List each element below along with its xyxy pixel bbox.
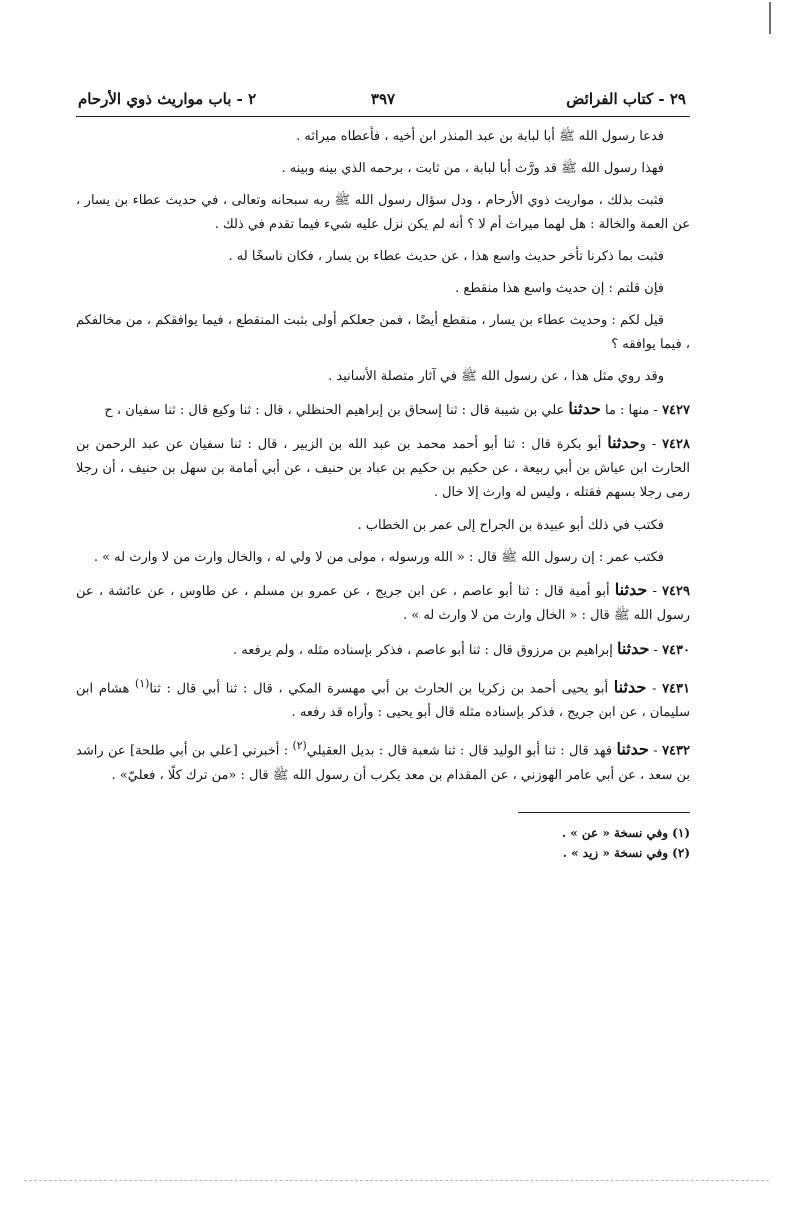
hadith-keyword: حدثنا	[568, 399, 601, 418]
hadith-text: علي بن شيبة قال : ثنا إسحاق بن إبراهيم الحنظلي ، قال : ثنا وكيع قال : ثنا سفيان ، ح	[104, 403, 569, 418]
footnote-rule	[518, 812, 690, 813]
hadith-keyword: حدثنا	[616, 739, 649, 759]
hadith-text: إبراهيم بن مرزوق قال : ثنا أبو عاصم ، فذكر بإسناده مثله ، ولم يرفعه .	[233, 643, 617, 658]
running-header	[76, 86, 690, 116]
paragraph: فثبت بما ذكرنا تأخر حديث واسع هذا ، عن حديث عطاء بن يسار ، فكان ناسخًا له .	[228, 249, 664, 264]
hadith-7427	[76, 397, 690, 423]
hadith-prefix: - و	[639, 437, 663, 452]
hadith-7430	[76, 637, 690, 663]
header-rule	[76, 116, 690, 117]
hadith-7431	[76, 672, 690, 725]
hadith-text: أبو بكرة قال : ثنا أبو أحمد محمد بن عبد الله بن الزبير ، قال : ثنا سفيان عن عبد الرحمن بن الحارث ابن عياش بن أبي ربيعة ، عن حكيم بن حكيم بن عباد بن حنيف ، عن أبي أمامة بن سهل بن حنيف ، أن رجلا رمى رجلا بسهم فقتله ، وليس له وارث إلا خال .	[76, 437, 690, 500]
hadith-keyword: حدثنا	[616, 639, 650, 658]
paragraph: فثبت بذلك ، مواريث ذوي الأرحام ، ودل سؤال رسول الله ﷺ ربه سبحانه وتعالى ، في حديث عطاء بن يسار ، عن العمة والخالة : هل لهما ميراث أم لا ؟ أنه لم يكن نزل عليه شيء فيما تقدم في ذلك .	[76, 193, 690, 232]
hadith-prefix: - منها : ما	[600, 403, 663, 418]
hadith-text: فهد قال : ثنا أبو الوليد قال : ثنا شعبة قال : بديل العقيلي	[306, 743, 617, 759]
paragraph: فهذا رسول الله ﷺ قد ورَّث أبا لبابة ، من ثابت ، برحمه الذي بينه وبينه .	[281, 161, 664, 176]
footnote-marker: (١)	[135, 677, 150, 690]
hadith-number: ٧٤٣١	[662, 681, 690, 697]
paragraph: فكتب عمر : إن رسول الله ﷺ قال : « الله ورسوله ، مولى من لا ولي له ، والخال وارث من لا وارث له » .	[93, 550, 664, 565]
hadith-number: ٧٤٣٢	[662, 743, 690, 759]
hadith-number: ٧٤٣٠	[662, 643, 690, 658]
hadith-keyword: حدثنا	[614, 580, 648, 599]
section-title: ٢ - باب مواريث ذوي الأرحام	[78, 90, 257, 108]
hadith-keyword: حدثنا	[607, 433, 640, 452]
footnote-marker: (٢)	[292, 739, 307, 753]
hadith-prefix: -	[649, 643, 663, 658]
paragraph: فدعا رسول الله ﷺ أبا لبابة بن عبد المنذر ابن أخيه ، فأعطاه ميراثه .	[296, 129, 664, 144]
footnote: (١) وفي نسخة « عن » .	[561, 825, 690, 840]
main-text	[76, 125, 690, 788]
paragraph: فإن قلتم : إن حديث واسع هذا منقطع .	[455, 281, 664, 296]
footnotes	[76, 823, 690, 863]
paragraph: وقد روي مثل هذا ، عن رسول الله ﷺ في آثار متصلة الأسانيد .	[328, 369, 664, 384]
hadith-number: ٧٤٢٩	[662, 584, 690, 599]
hadith-prefix: -	[646, 681, 663, 697]
chapter-title: ٢٩ - كتاب الفرائض	[566, 90, 686, 108]
book-page	[76, 86, 690, 863]
hadith-7428	[76, 431, 690, 505]
hadith-text: أبو أمية قال : ثنا أبو عاصم ، عن ابن جريج ، عن عمرو بن مسلم ، عن طاوس ، عن عائشة ، عن رسول الله ﷺ قال : « الخال وارث من لا وارث له » .	[76, 584, 690, 623]
hadith-keyword: حدثنا	[613, 677, 647, 697]
hadith-prefix: -	[648, 743, 663, 759]
hadith-text: أبو يحيى أحمد بن زكريا بن الحارث بن أبي مهسرة المكي ، قال : ثنا أبي قال : ثنا	[149, 681, 614, 697]
footnote: (٢) وفي نسخة « زيد » .	[562, 845, 690, 860]
hadith-7432	[76, 734, 690, 787]
page-number: ٣٩٧	[370, 90, 396, 108]
hadith-prefix: -	[647, 584, 663, 599]
hadith-7429	[76, 578, 690, 628]
hadith-number: ٧٤٢٧	[662, 403, 690, 418]
paragraph: قيل لكم : وحديث عطاء بن يسار ، منقطع أيضًا ، فمن جعلكم أولى بثبت المنقطع ، فيما يوافقكم ، من مخالفكم ، فيما يوافقه ؟	[76, 313, 690, 352]
scan-bottom-edge	[24, 1180, 769, 1181]
hadith-number: ٧٤٢٨	[662, 437, 690, 452]
hadith-text-continued: هشام ابن سليمان ، عن ابن جريج ، فذكر بإسناده مثله قال أبو يحيى : وأراه قد رفعه .	[76, 681, 690, 721]
paragraph: فكتب في ذلك أبو عبيدة بن الجراح إلى عمر بن الخطاب .	[357, 518, 664, 533]
hadith-text-continued: : أخبرني [علي بن أبي طلحة] عن راشد بن سعد ، عن أبي عامر الهوزني ، عن المقدام بن معد يكرب أن رسول الله ﷺ قال : «من ترك كلًا ، فعليّ» .	[76, 743, 690, 783]
